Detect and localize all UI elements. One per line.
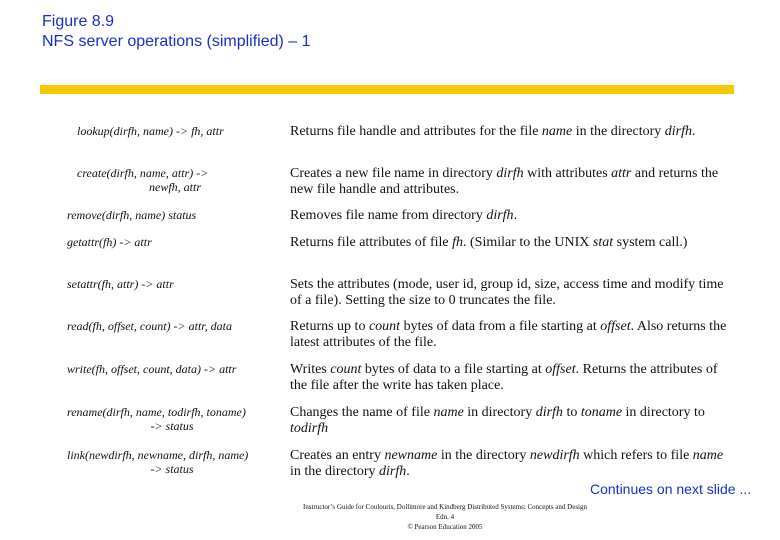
operation-signature: newfh, attr — [148, 180, 202, 194]
operation-signature: getattr(fh) -> attr — [67, 235, 152, 249]
operation-signature: setattr(fh, attr) -> attr — [67, 277, 174, 291]
operation-description: Returns up to count bytes of data from a file starting at offset. Also returns the latest attributes of the file. — [290, 319, 727, 350]
operation-description: Creates a new file name in directory dirfh with attributes attr and returns the new file handle and attributes. — [290, 166, 719, 197]
footer-credit — [300, 502, 590, 532]
operation-description: Writes count bytes of data to a file starting at offset. Returns the attributes of the file after the write has taken place. — [290, 362, 718, 393]
operation-signature: read(fh, offset, count) -> attr, data — [67, 319, 232, 333]
operation-description: Returns file attributes of file fh. (Similar to the UNIX stat system call.) — [290, 235, 688, 250]
figure-caption: NFS server operations (simplified) – 1 — [42, 33, 311, 50]
operation-signature: rename(dirfh, name, todirfh, toname) — [67, 405, 246, 419]
footer-line-2: © Pearson Education 2005 — [407, 523, 483, 531]
operation-signature: write(fh, offset, count, data) -> attr — [67, 362, 237, 376]
operation-signature: create(dirfh, name, attr) -> — [77, 166, 209, 180]
operation-description: Sets the attributes (mode, user id, group id, size, access time and modify time of a file). Setting the size to 0 truncates the file. — [290, 277, 724, 308]
operation-signature: remove(dirfh, name) status — [67, 208, 197, 222]
operation-description: Creates an entry newname in the directory newdirfh which refers to file name in the directory dirfh. — [290, 448, 724, 479]
operation-description: Removes file name from directory dirfh. — [290, 208, 518, 223]
operation-description: Returns file handle and attributes for the file name in the directory dirfh. — [290, 124, 696, 139]
continues-note: Continues on next slide ... — [590, 481, 752, 497]
operation-signature: -> status — [150, 419, 194, 433]
operation-description: Changes the name of file name in directory dirfh to toname in directory to todirfh — [290, 405, 705, 436]
figure-number: Figure 8.9 — [42, 13, 115, 30]
footer-line-1: Instructor’s Guide for Coulouris, Dollimore and Kindberg Distributed Systems: Concepts and Design Edn. 4 — [303, 503, 587, 521]
operation-signature: -> status — [150, 462, 194, 476]
operation-signature: lookup(dirfh, name) -> fh, attr — [77, 124, 224, 138]
operation-signature: link(newdirfh, newname, dirfh, name) — [67, 448, 249, 462]
